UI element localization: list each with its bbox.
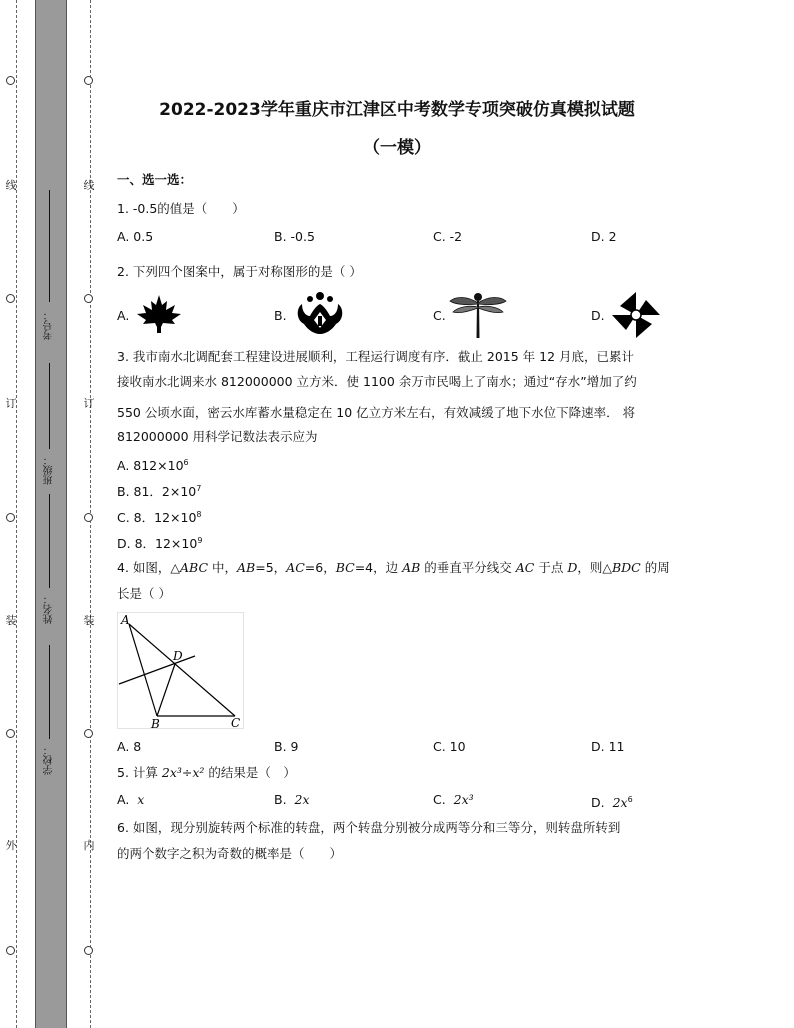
- q4-option-c[interactable]: C. 10: [433, 739, 466, 754]
- q4-text: 中，: [208, 560, 238, 575]
- section-heading: 一、选一选：: [117, 172, 193, 187]
- binding-char: 线: [5, 179, 17, 192]
- q4-math: AB: [237, 560, 256, 575]
- exponent: 6: [183, 458, 189, 467]
- dragonfly-icon: [448, 290, 508, 340]
- option-value: 2x: [294, 792, 310, 807]
- q1-option-c[interactable]: C. -2: [433, 229, 463, 244]
- q1-stem: 1. -0.5的值是（ ）: [117, 201, 245, 216]
- vertex-label-a: A: [121, 613, 130, 627]
- q3-option-a-text: A. 812×10: [117, 458, 184, 473]
- q4-math: BC: [335, 560, 355, 575]
- q4-option-a[interactable]: A. 8: [117, 739, 142, 754]
- option-label: C.: [433, 792, 446, 807]
- binding-char: 装: [83, 614, 95, 627]
- binding-char: 订: [5, 397, 17, 410]
- field-label: 考号：: [44, 310, 55, 340]
- triangle-diagram: [117, 610, 247, 732]
- binding-hole: [6, 513, 15, 522]
- q3-option-c-text: C. 8．12×10: [117, 510, 197, 525]
- binding-hole: [6, 294, 15, 303]
- q6-stem-line: 6. 如图，现分别旋转两个标准的转盘，两个转盘分别被分成两等分和三等分，则转盘所转到: [117, 820, 621, 835]
- q3-stem-line: 550 公顷水面，密云水库蓄水量稳定在 10 亿立方米左右，有效减缓了地下水位下降速率． 将: [117, 405, 636, 420]
- q4-stem-line: [117, 560, 670, 576]
- name-field[interactable]: [43, 594, 57, 624]
- q5-text: 的结果是（ ）: [204, 765, 296, 780]
- q4-text: 于点: [534, 560, 568, 575]
- q3-stem-line: 812000000 用科学记数法表示应为: [117, 429, 318, 444]
- q4-text: =4，边: [354, 560, 403, 575]
- vertex-label-c: C: [231, 716, 241, 730]
- vertex-label-b: B: [151, 717, 160, 731]
- binding-hole: [84, 729, 93, 738]
- q1-option-d[interactable]: D. 2: [591, 229, 617, 244]
- option-label: A.: [117, 792, 130, 807]
- binding-char: 装: [5, 614, 17, 627]
- q4-math: D: [567, 560, 578, 575]
- binding-hole: [84, 76, 93, 85]
- field-underline: [49, 363, 50, 449]
- exponent: 6: [627, 795, 633, 804]
- exponent: 7: [196, 484, 202, 493]
- binding-char: 订: [83, 397, 95, 410]
- q4-math: AC: [515, 560, 535, 575]
- binding-hole: [6, 76, 15, 85]
- q5-option-c[interactable]: [433, 792, 474, 808]
- q4-option-d[interactable]: D. 11: [591, 739, 625, 754]
- q4-text: =6，: [304, 560, 336, 575]
- binding-hole: [84, 513, 93, 522]
- field-label: 班级：: [44, 455, 55, 485]
- option-value: x: [137, 792, 145, 807]
- q4-text: ，则△: [577, 560, 612, 575]
- q6-stem-line: 的两个数字之积为奇数的概率是（ ）: [117, 846, 343, 861]
- pinwheel-icon: [610, 290, 662, 340]
- q1-option-a[interactable]: A. 0.5: [117, 229, 154, 244]
- field-underline: [49, 190, 50, 302]
- q5-option-b[interactable]: [274, 792, 310, 808]
- page-title: 2022-2023学年重庆市江津区中考数学专项突破仿真模拟试题: [159, 100, 635, 120]
- q3-option-d[interactable]: [117, 533, 202, 552]
- q4-math: AB: [402, 560, 421, 575]
- q4-stem-line: 长是（ ）: [117, 586, 171, 601]
- q2-option-b[interactable]: B.: [274, 308, 287, 323]
- binding-hole: [6, 946, 15, 955]
- exam-number-field[interactable]: [43, 310, 57, 340]
- binding-char: 内: [83, 839, 95, 852]
- q4-math: ABC: [180, 560, 209, 575]
- q2-option-d[interactable]: D.: [591, 308, 605, 323]
- q5-option-d[interactable]: [591, 792, 633, 811]
- q4-option-b[interactable]: B. 9: [274, 739, 299, 754]
- q3-stem-line: 接收南水北调来水 812000000 立方米．使 1100 余万市民喝上了南水；通过“存水”增加了约: [117, 374, 637, 389]
- field-label: 学校：: [44, 745, 55, 775]
- q3-option-d-text: D. 8．12×10: [117, 536, 198, 551]
- q1-option-b[interactable]: B. -0.5: [274, 229, 315, 244]
- q2-option-c[interactable]: C.: [433, 308, 446, 323]
- binding-margin: [0, 0, 100, 1028]
- q4-math: BDC: [611, 560, 641, 575]
- binding-band: [35, 0, 67, 1028]
- q3-option-b-text: B. 81．2×10: [117, 484, 197, 499]
- option-label: D.: [591, 795, 605, 810]
- q2-stem: 2. 下列四个图案中，属于对称图形的是（ ）: [117, 264, 362, 279]
- option-value: 2x³: [453, 792, 474, 807]
- binding-char: 线: [83, 179, 95, 192]
- q3-option-a[interactable]: [117, 455, 189, 474]
- binding-hole: [84, 294, 93, 303]
- exponent: 8: [196, 510, 202, 519]
- q5-stem: [117, 765, 296, 781]
- option-label: B.: [274, 792, 287, 807]
- q4-text: 4. 如图，△: [117, 560, 181, 575]
- binding-hole: [6, 729, 15, 738]
- field-label: 姓名：: [44, 594, 55, 624]
- q2-option-a[interactable]: A.: [117, 308, 130, 323]
- ornament-icon: [294, 290, 346, 338]
- q4-text: 的垂直平分线交: [420, 560, 516, 575]
- binding-char: 外: [5, 839, 17, 852]
- option-value: 2x: [612, 795, 628, 810]
- field-underline: [49, 494, 50, 588]
- page-subtitle: （一模）: [363, 138, 431, 158]
- field-underline: [49, 645, 50, 739]
- exponent: 9: [197, 536, 203, 545]
- q3-option-b[interactable]: [117, 481, 201, 500]
- class-field[interactable]: [43, 455, 57, 485]
- q4-text: =5，: [255, 560, 287, 575]
- q4-math: AC: [286, 560, 305, 575]
- q3-option-c[interactable]: [117, 507, 202, 526]
- binding-hole: [84, 946, 93, 955]
- school-field[interactable]: [43, 745, 57, 775]
- q5-text: 5. 计算: [117, 765, 162, 780]
- vertex-label-d: D: [173, 649, 183, 663]
- q4-text: 的周: [640, 560, 670, 575]
- q3-stem-line: 3. 我市南水北调配套工程建设进展顺利，工程运行调度有序．截止 2015 年 12 月底，已累计: [117, 349, 635, 364]
- q5-option-a[interactable]: [117, 792, 144, 808]
- outer-cut-line: [16, 0, 17, 1028]
- q5-expression: 2x³÷x²: [161, 765, 205, 780]
- maple-leaf-icon: [135, 293, 183, 335]
